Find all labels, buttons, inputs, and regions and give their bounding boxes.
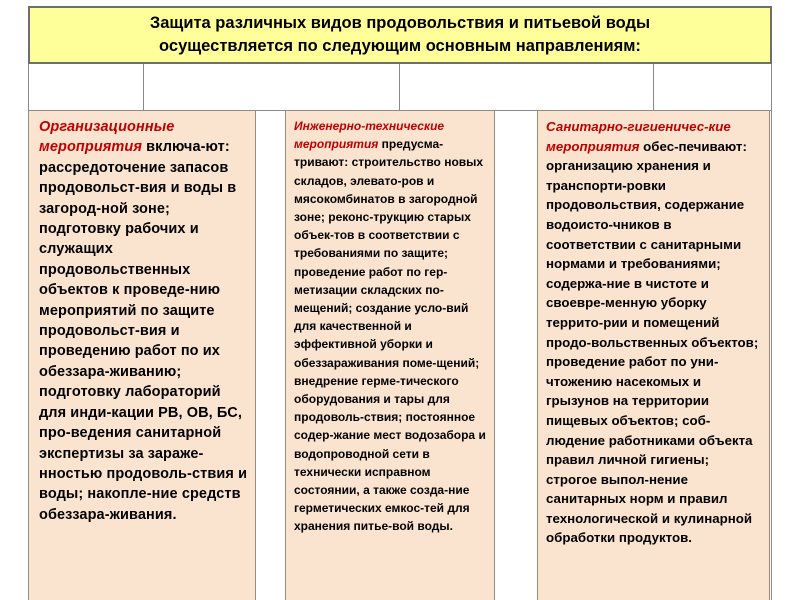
column-sanitary-heading: Санитарно-гигиеничес-кие мероприятия [546,119,731,154]
column-organizational-text [39,117,249,525]
column-sanitary-text [546,117,763,548]
column-engineering-text [294,117,490,536]
column-engineering [285,111,495,600]
title-box [28,6,772,64]
title-line-1: Защита различных видов продовольствия и питьевой воды [149,14,651,32]
column-sanitary-body: обес-печивают: организацию хранения и транспорти-ровки продовольствия, содержание водоисто-чников в соответствии с санитарными нормами и требованиями; содержа-ние в чистоте и своевре-менную уборку террито-рии и помещений продо-вольственных объектов; проведение работ по уни-чтожению насекомых и грызунов на территории пищевых объектов; соб-людение работниками объекта правил личной гигиены; строгое выпол-нение санитарных норм и правил технологической и кулинарной обработки продуктов. [546,138,759,546]
connector-vertical-right [653,64,654,110]
column-sanitary [537,111,770,600]
column-organizational [28,111,256,600]
connector-vertical-left [143,64,144,110]
column-organizational-body: включа-ют: рассредоточение запасов продовольст-вия и воды в загород-ной зоне; подготовку рабочих и служащих продовольственных объектов к проведе-нию мероприятий по защите продовольст-вия и проведению работ по их обеззара-живанию; подготовку лабораторий для инди-кации РВ, ОВ, БС, про-ведения санитарной экспертизы за зараже-нностью продоволь-ствия и воды; накопле-ние средств обеззара-живания. [39,139,248,523]
column-engineering-heading: Инженерно-технические мероприятия [294,119,445,152]
title-line-2: осуществляется по следующим основным направлениям: [159,37,641,55]
connector-vertical-center [399,64,400,110]
column-engineering-body: предусма-тривают: строительство новых складов, элевато-ров и мясокомбинатов в загородной зоне; реконс-трукцию старых объек-тов в соответствии с требованиями по защите; проведение работ по гер-метизации складских по-мещений; создание усло-вий для качественной и эффективной уборки и обеззараживания поме-щений; внедрение герме-тического оборудования и тары для продоволь-ствия; постоянное содер-жание мест водозабора и водопроводной сети в технически исправном состоянии, а также созда-ние герметических емкос-тей для хранения питье-вой воды. [294,137,486,534]
connector-lines [28,64,772,110]
column-organizational-heading: Организационные мероприятия [39,119,175,156]
